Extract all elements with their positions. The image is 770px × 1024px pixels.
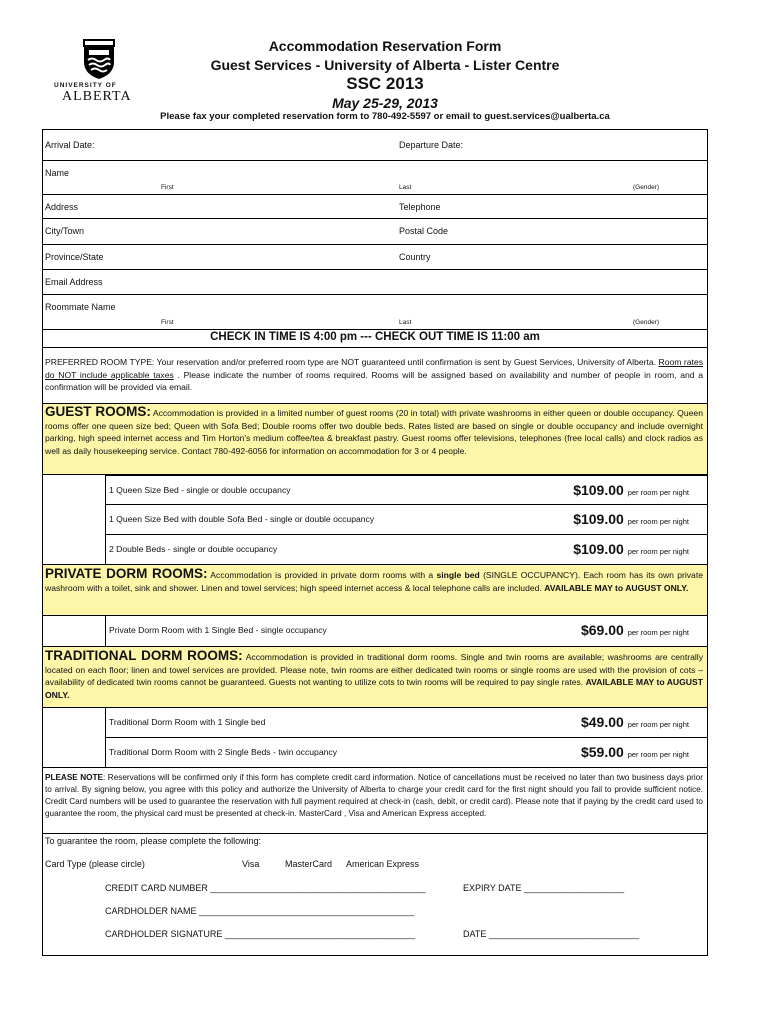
room-option-row — [105, 737, 707, 766]
traditional-dorm-text: Accommodation is provided in traditional dorm rooms. Single and twin rooms are available; washrooms are centrally located on each floor; linen and towel services are provided. Please note, twin rooms are either dedicated twin rooms or single rooms are used with the provision of cots – availability of dedicated twin rooms cannot be guaranteed. Guests not wanting to utilize cots to twin rooms will be required to pay single rates. — [45, 652, 703, 688]
please-note-text: : Reservations will be confirmed only if this form has complete credit card information. Notice of cancellations must be received no later than two business days prior to arrival. By signing below, you agree with this policy and authorize the University of Alberta to charge your credit card for the first night should you fail to provide sufficient notice. Credit Card numbers will be used to guarantee the reservation with full payment required at check-in (cash, debit, or credit card). Please note that if paying by the credit card used to guarantee the room, the physical card must be presented at check-in. MasterCard , Visa and American Express accepted. — [45, 773, 703, 819]
private-dorm-single-bed: single bed — [436, 570, 480, 580]
room-option-price — [573, 482, 689, 498]
departure-date-field[interactable]: Departure Date: — [399, 140, 464, 150]
name-last-caption: Last — [399, 184, 412, 191]
signature-date-field[interactable]: DATE ______________________________ — [463, 929, 639, 939]
arrival-date-field[interactable]: Arrival Date: — [45, 140, 95, 150]
reservation-form — [42, 129, 708, 956]
form-title: Accommodation Reservation Form — [268, 38, 502, 54]
preferred-text-2: . Please indicate the number of rooms required. Rooms will be assigned based on availability and number of people in room, and a confirmation will be provided via email. — [45, 369, 703, 393]
room-option-price — [573, 511, 689, 527]
event-dates: May 25-29, 2013 — [332, 95, 438, 111]
card-type-label: Card Type (please circle) — [45, 859, 145, 869]
private-dorm-text-2: (SINGLE OCCUPANCY). Each room has its own private washroom with a toilet, sink and shower. Linen and towel services; high speed internet access & local telephone calls are included. — [45, 570, 703, 593]
form-subtitle: Guest Services - University of Alberta - Lister Centre — [210, 57, 560, 73]
room-option-price — [573, 541, 689, 557]
expiry-date-field[interactable]: EXPIRY DATE ____________________ — [463, 883, 625, 893]
traditional-dorm-heading: TRADITIONAL DORM ROOMS: — [45, 648, 243, 663]
preferred-taxes-note: Room rates do NOT include applicable taxes — [45, 357, 704, 380]
price-unit: per room per night — [627, 720, 689, 729]
private-dorm-heading: PRIVATE DORM ROOMS: — [45, 566, 208, 581]
room-option-label: Traditional Dorm Room with 1 Single bed — [109, 717, 266, 727]
card-option-amex[interactable]: American Express — [346, 859, 420, 869]
logo-line1: UNIVERSITY OF — [54, 82, 117, 89]
traditional-dorm-availability: AVAILABLE MAY to AUGUST ONLY — [45, 677, 703, 700]
room-option-price — [581, 622, 689, 638]
room-option-row — [105, 504, 707, 533]
room-option-row — [105, 475, 707, 504]
price-unit: per room per night — [627, 547, 689, 556]
price-value: $69.00 — [580, 622, 624, 638]
roommate-first-caption: First — [161, 319, 174, 326]
room-option-row — [105, 708, 707, 736]
preferred-text-1: PREFERRED ROOM TYPE: Your reservation and/or preferred room type are NOT guaranteed until confirmation is sent by Guest Services, University of Alberta. — [45, 357, 659, 367]
name-first-caption: First — [161, 184, 174, 191]
checkin-times: CHECK IN TIME IS 4:00 pm --- CHECK OUT TIME IS 11:00 am — [210, 331, 540, 343]
price-value: $109.00 — [573, 482, 624, 498]
price-unit: per room per night — [627, 628, 689, 637]
guest-rooms-desc — [45, 406, 703, 457]
private-dorm-desc: PRIVATE DORM ROOMS: Accommodation is provided in private dorm rooms with a single bed (SINGLE OCCUPANCY). Each room has its own private washroom with a toilet, sink and shower. Linen and towel services; high speed internet access & local telephone calls are included. AVAILABLE MAY to AUGUST ONLY. — [45, 566, 703, 593]
roommate-gender-caption: (Gender) — [633, 319, 660, 326]
cardholder-name-field[interactable]: CARDHOLDER NAME ___________________________________________ — [105, 906, 415, 916]
please-note-label: PLEASE NOTE — [45, 773, 104, 782]
price-value: $109.00 — [573, 511, 624, 527]
price-unit: per room per night — [627, 488, 689, 497]
credit-card-number-field[interactable]: CREDIT CARD NUMBER ___________________________________________ — [105, 883, 426, 893]
guest-rooms-heading: GUEST ROOMS: — [45, 404, 151, 419]
price-value: $109.00 — [573, 541, 624, 557]
room-option-row — [105, 534, 707, 563]
card-option-visa[interactable]: Visa — [242, 859, 260, 869]
country-field[interactable]: Country — [399, 252, 431, 262]
price-value: $59.00 — [580, 744, 624, 760]
name-field[interactable]: Name — [45, 168, 70, 178]
telephone-field[interactable]: Telephone — [399, 202, 441, 212]
room-option-label: 1 Queen Size Bed with double Sofa Bed - single or double occupancy — [109, 514, 375, 524]
roommate-field[interactable]: Roommate Name — [45, 302, 116, 312]
room-option-label: 1 Queen Size Bed - single or double occupancy — [109, 485, 291, 495]
name-gender-caption: (Gender) — [633, 184, 660, 191]
room-option-label: 2 Double Beds - single or double occupancy — [109, 544, 278, 554]
room-option-label: Private Dorm Room with 1 Single Bed - single occupancy — [109, 625, 327, 635]
room-option-price — [581, 714, 689, 730]
cardholder-signature-field[interactable]: CARDHOLDER SIGNATURE ______________________________________ — [105, 929, 416, 939]
address-field[interactable]: Address — [45, 202, 79, 212]
room-option-price — [581, 744, 689, 760]
private-dorm-text-1: Accommodation is provided in private dorm rooms with a — [207, 570, 437, 580]
payment-intro: To guarantee the room, please complete the following: — [45, 836, 262, 846]
price-unit: per room per night — [627, 517, 689, 526]
price-unit: per room per night — [627, 750, 689, 759]
room-option-label: Traditional Dorm Room with 2 Single Beds - twin occupancy — [109, 747, 337, 757]
please-note — [45, 772, 703, 820]
room-option-row — [105, 616, 707, 644]
postal-code-field[interactable]: Postal Code — [399, 226, 449, 236]
event-name: SSC 2013 — [346, 74, 424, 93]
traditional-dorm-desc: TRADITIONAL DORM ROOMS: Accommodation is provided in traditional dorm rooms. Single and twin rooms are available; washrooms are centrally located on each floor; linen and towel services are provided. Please note, twin rooms are either dedicated twin rooms or single rooms are used with the provision of cots – availability of dedicated twin rooms cannot be guaranteed. Guests not wanting to utilize cots to twin rooms will be required to pay single rates. AVAILABLE MAY to AUGUST ONLY. — [45, 648, 703, 700]
guest-rooms-text: Accommodation is provided in a limited number of guest rooms (20 in total) with private washrooms in either queen or double occupancy. Queen rooms offer one queen size bed; Queen with Sofa Bed; Double rooms offer two double beds. Rates listed are based on single or double occupancy and include overnight parking, high speed internet access and Tim Horton's medium coffee/tea & breakfast pastry. Guest rooms offer televisions, telephones (free local calls) and clock radios as well as daily housekeeping service. Contact 780-492-6056 for information on accommodation for 3 or 4 people. — [45, 408, 703, 456]
private-dorm-availability: AVAILABLE MAY to AUGUST ONLY — [544, 582, 687, 593]
price-value: $49.00 — [580, 714, 624, 730]
roommate-last-caption: Last — [399, 319, 412, 326]
fax-instructions: Please fax your completed reservation form to 780-492-5597 or email to guest.services@ualberta.ca — [160, 111, 610, 122]
city-field[interactable]: City/Town — [45, 226, 85, 236]
preferred-room-note — [45, 356, 703, 394]
logo-line2: ALBERTA — [62, 89, 132, 104]
email-field[interactable]: Email Address — [45, 277, 103, 287]
province-field[interactable]: Province/State — [45, 252, 104, 262]
card-option-mastercard[interactable]: MasterCard — [285, 859, 333, 869]
